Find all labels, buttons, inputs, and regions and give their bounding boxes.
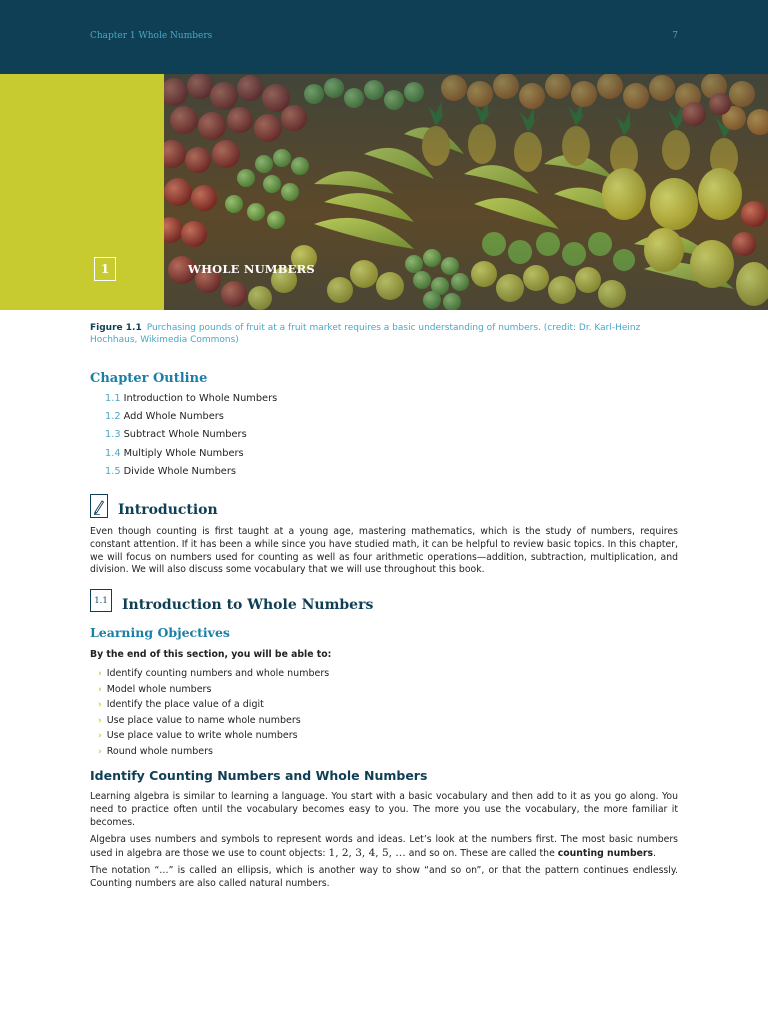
chevron-right-icon: › bbox=[98, 684, 102, 695]
chevron-right-icon: › bbox=[98, 715, 102, 726]
chapter-outline-heading: Chapter Outline bbox=[90, 371, 208, 386]
chevron-right-icon: › bbox=[98, 731, 102, 741]
outline-item[interactable] bbox=[105, 428, 277, 446]
section-heading: Introduction to Whole Numbers bbox=[122, 597, 374, 613]
paragraph-vocabulary: Learning algebra is similar to learning a language. You start with a basic vocabulary and then add to it as you go along. You need to practice often until the vocabulary becomes easy to you. The more you use the vocabulary, the more familiar it becomes. bbox=[90, 791, 678, 828]
objectives-list bbox=[98, 667, 329, 760]
outline-item[interactable] bbox=[105, 465, 277, 483]
figure-caption bbox=[90, 322, 680, 346]
objective-text: Identify counting numbers and whole numbers bbox=[106, 668, 330, 679]
introduction-heading: Introduction bbox=[118, 502, 218, 518]
objective-item bbox=[98, 745, 329, 761]
objective-text: Use place value to name whole numbers bbox=[106, 714, 301, 726]
section-number-badge: 1.1 bbox=[90, 589, 112, 612]
paragraph-ellipsis: The notation “…” is called an ellipsis, which is another way to show “and so on”, or that the pattern continues endlessly. Counting numbers are also called natural numbers. bbox=[90, 865, 678, 889]
outline-item-number: 1.3 bbox=[105, 429, 121, 441]
outline-item-number: 1.4 bbox=[105, 447, 121, 459]
outline-item[interactable] bbox=[105, 447, 277, 465]
introduction-paragraph: Even though counting is first taught at a young age, mastering mathematics, which is the study of numbers, requires constant attention. If it has been a while since you have studied math, it can be helpful to review basic topics. In this chapter, we will focus on numbers used for counting as well as four arithmetic operations—addition, subtraction, multiplication, and division. We will also discuss some vocabulary that we will use throughout this book. bbox=[90, 526, 678, 576]
paragraph-counting-numbers bbox=[90, 834, 678, 861]
counting-sequence: 1, 2, 3, 4, 5, … bbox=[328, 846, 406, 859]
chevron-right-icon: › bbox=[98, 746, 102, 757]
objective-text: Use place value to write whole numbers bbox=[106, 730, 298, 741]
running-head: Chapter 1 Whole Numbers bbox=[90, 31, 213, 41]
subsection-heading: Identify Counting Numbers and Whole Numbers bbox=[90, 768, 428, 783]
objective-text: Round whole numbers bbox=[106, 745, 213, 757]
paragraph-text: and so on. These are called the bbox=[408, 847, 555, 859]
page-number: 7 bbox=[672, 31, 678, 41]
term-counting-numbers: counting numbers bbox=[557, 847, 654, 859]
learning-objectives-heading: Learning Objectives bbox=[90, 625, 230, 640]
chevron-right-icon: › bbox=[98, 669, 102, 679]
chapter-color-block bbox=[0, 74, 164, 310]
chapter-number-badge: 1 bbox=[94, 257, 116, 281]
objective-text: Model whole numbers bbox=[106, 683, 212, 695]
figure-caption-text: Purchasing pounds of fruit at a fruit market requires a basic understanding of numbers. (credit: Dr. Karl-Heinz Hochhaus, Wikimedia Commons) bbox=[90, 323, 641, 345]
outline-item-label: Multiply Whole Numbers bbox=[123, 447, 244, 459]
figure-label: Figure 1.1 bbox=[90, 323, 142, 333]
objective-item bbox=[98, 698, 329, 714]
pencil-icon bbox=[90, 494, 108, 518]
outline-item-label: Subtract Whole Numbers bbox=[123, 429, 247, 441]
outline-item-label: Introduction to Whole Numbers bbox=[123, 393, 278, 404]
objective-item bbox=[98, 729, 329, 745]
outline-item-label: Divide Whole Numbers bbox=[123, 465, 236, 477]
outline-item-number: 1.2 bbox=[105, 411, 121, 423]
outline-item-number: 1.5 bbox=[105, 465, 121, 477]
chapter-title: WHOLE NUMBERS bbox=[188, 262, 315, 276]
outline-item[interactable] bbox=[105, 392, 277, 410]
chapter-outline-list bbox=[105, 392, 277, 483]
outline-item-number: 1.1 bbox=[105, 393, 121, 404]
chevron-right-icon: › bbox=[98, 700, 102, 710]
objective-item bbox=[98, 667, 329, 683]
objective-item bbox=[98, 714, 329, 730]
objectives-intro: By the end of this section, you will be able to: bbox=[90, 649, 332, 660]
objective-text: Identify the place value of a digit bbox=[106, 699, 264, 710]
pencil-icon-graphic bbox=[91, 495, 107, 517]
paragraph-text: Algebra uses numbers and symbols to represent words and ideas. Let’s look at the numbers first. The most basic numbers used in algebra are those we use to count objects: bbox=[90, 834, 678, 859]
paragraph-text: . bbox=[653, 847, 657, 859]
objective-item bbox=[98, 683, 329, 699]
outline-item[interactable] bbox=[105, 410, 277, 428]
outline-item-label: Add Whole Numbers bbox=[123, 411, 224, 423]
